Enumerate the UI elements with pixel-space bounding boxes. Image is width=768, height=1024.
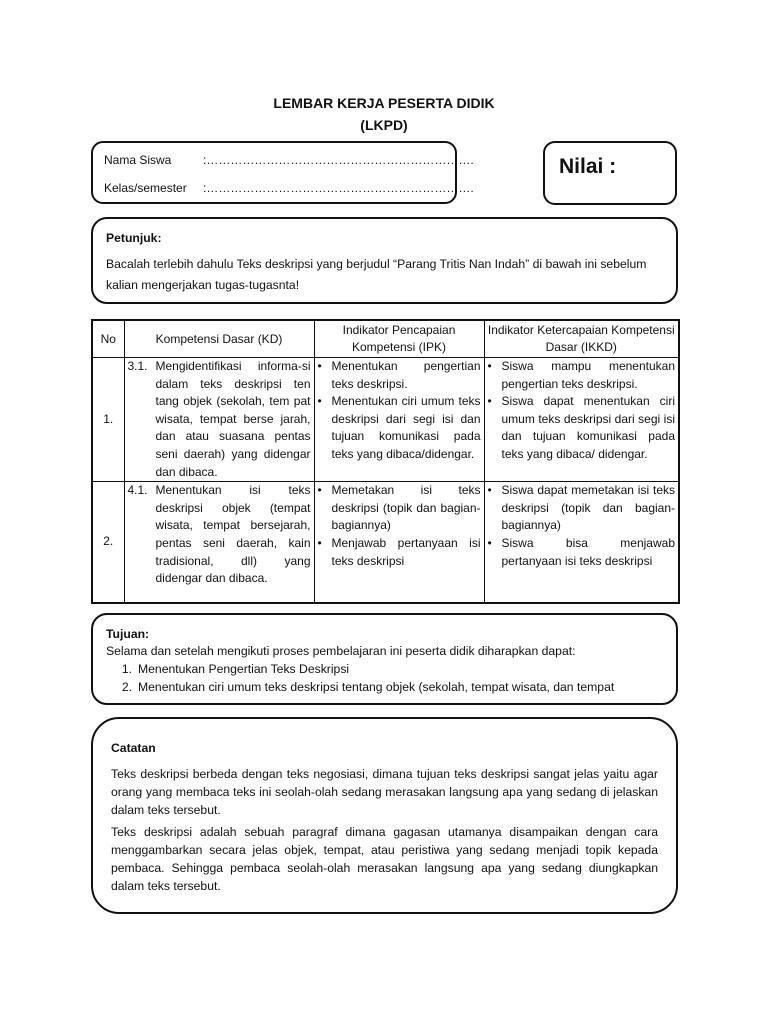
- instructions-box: [91, 217, 678, 304]
- objectives-box: [91, 613, 678, 705]
- header-ikkd: Indikator Ketercapaian Kompetensi Dasar (IKKD): [484, 320, 679, 358]
- row-number: 2.: [92, 482, 124, 603]
- ipk-cell: [314, 482, 484, 603]
- table-row: [92, 482, 679, 603]
- list-item: • Siswa bisa menjawab pertanyaan isi teks deskripsi: [488, 535, 676, 570]
- row-number: 1.: [92, 358, 124, 482]
- instructions-heading: Petunjuk:: [106, 231, 162, 245]
- kd-number: 4.1.: [127, 483, 148, 498]
- list-item: • Siswa dapat menentukan ciri umum teks deskripsi dari segi isi dan tujuan komunikasi pada teks yang dibaca/ didengar.: [488, 393, 676, 463]
- table-header-row: [92, 320, 679, 358]
- bullet-icon: •: [317, 535, 322, 550]
- list-item: • Siswa mampu menentukan pengertian teks deskripsi.: [488, 358, 676, 393]
- bullet-icon: •: [487, 483, 492, 498]
- competency-table: [91, 319, 680, 604]
- notes-paragraph-2: Teks deskripsi adalah sebuah paragraf dimana gagasan utamanya disampaikan dengan cara menggambarkan secara jelas objek, tempat, atau peristiwa yang sedang menjadi topik kepada pembaca. Sehingga pembaca seolah-olah merasakan langsung apa yang sedang diungkapkan dalam teks tersebut.: [111, 825, 658, 893]
- notes-box: [91, 717, 678, 914]
- kd-cell: [124, 358, 314, 482]
- ikkd-cell: [484, 358, 679, 482]
- identity-box: [91, 141, 474, 204]
- score-box: [543, 141, 677, 205]
- instructions-line-1: Bacalah terlebih dahulu Teks deskripsi yang berjudul “Parang Tritis Nan Indah” di bawah ini sebelum: [106, 257, 647, 271]
- page-title: LEMBAR KERJA PESERTA DIDIK: [273, 95, 495, 111]
- bullet-icon: •: [487, 394, 492, 409]
- notes-paragraph-1: Teks deskripsi berbeda dengan teks negosiasi, dimana tujuan teks deskripsi sangat jelas yaitu agar orang yang membaca teks ini seolah-olah sedang merasakan langsung apa yang sedang di jelaskan dalam teks tersebut.: [111, 767, 658, 817]
- kd-number: 3.1.: [127, 359, 148, 373]
- notes-heading: Catatan: [111, 741, 156, 755]
- objectives-list: [106, 660, 678, 696]
- ikkd-cell: [484, 482, 679, 603]
- kd-text: Menentukan isi teks deskripsi objek (tempat wisata, tempat bersejarah, pentas seni daerah, kain tradisional, dll) yang didengar dan dibaca.: [155, 483, 311, 586]
- list-item: • Menentukan ciri umum teks deskripsi dari segi isi dan tujuan komunikasi pada teks yang dibaca/didengar.: [318, 393, 481, 463]
- score-label: Nilai :: [559, 155, 617, 178]
- bullet-icon: •: [317, 394, 322, 409]
- list-item: 1. Menentukan Pengertian Teks Deskripsi: [121, 662, 350, 676]
- header-no: No: [92, 320, 124, 358]
- kd-text: Mengidentifikasi informa-si dalam teks deskripsi ten tang objek (sekolah, tem pat wisata, tempat berse jarah, dan atau suasana pentas seni daerah) yang didengar dan dibaca.: [155, 359, 311, 479]
- header-ipk: Indikator Pencapaian Kompetensi (IPK): [314, 320, 484, 358]
- class-label: Kelas/semester: [104, 181, 187, 195]
- objectives-intro: Selama dan setelah mengikuti proses pembelajaran ini peserta didik diharapkan dapat:: [106, 644, 576, 658]
- list-item: 2. Menentukan ciri umum teks deskripsi tentang objek (sekolah, tempat wisata, dan tempat: [121, 680, 615, 694]
- bullet-icon: •: [317, 359, 322, 373]
- list-item: • Menjawab pertanyaan isi teks deskripsi: [318, 535, 481, 570]
- name-field[interactable]: :………………………………………………………….: [203, 153, 474, 167]
- list-item: • Siswa dapat memetakan isi teks deskripsi (topik dan bagian- bagiannya): [488, 482, 676, 535]
- page-subtitle: (LKPD): [360, 117, 408, 133]
- kd-cell: [124, 482, 314, 603]
- list-item: • Memetakan isi teks deskripsi (topik dan bagian- bagiannya): [318, 482, 481, 535]
- instructions-line-2: kalian mengerjakan tugas-tugasnta!: [106, 278, 300, 292]
- list-item: • Menentukan pengertian teks deskripsi.: [318, 358, 481, 393]
- table-row: [92, 358, 679, 482]
- bullet-icon: •: [317, 483, 322, 498]
- bullet-icon: •: [487, 359, 492, 373]
- name-label: Nama Siswa: [104, 153, 172, 167]
- header-kd: Kompetensi Dasar (KD): [124, 320, 314, 358]
- class-field[interactable]: :………………………………………………………….: [203, 181, 474, 195]
- bullet-icon: •: [487, 535, 492, 550]
- ipk-cell: [314, 358, 484, 482]
- objectives-heading: Tujuan:: [106, 627, 150, 641]
